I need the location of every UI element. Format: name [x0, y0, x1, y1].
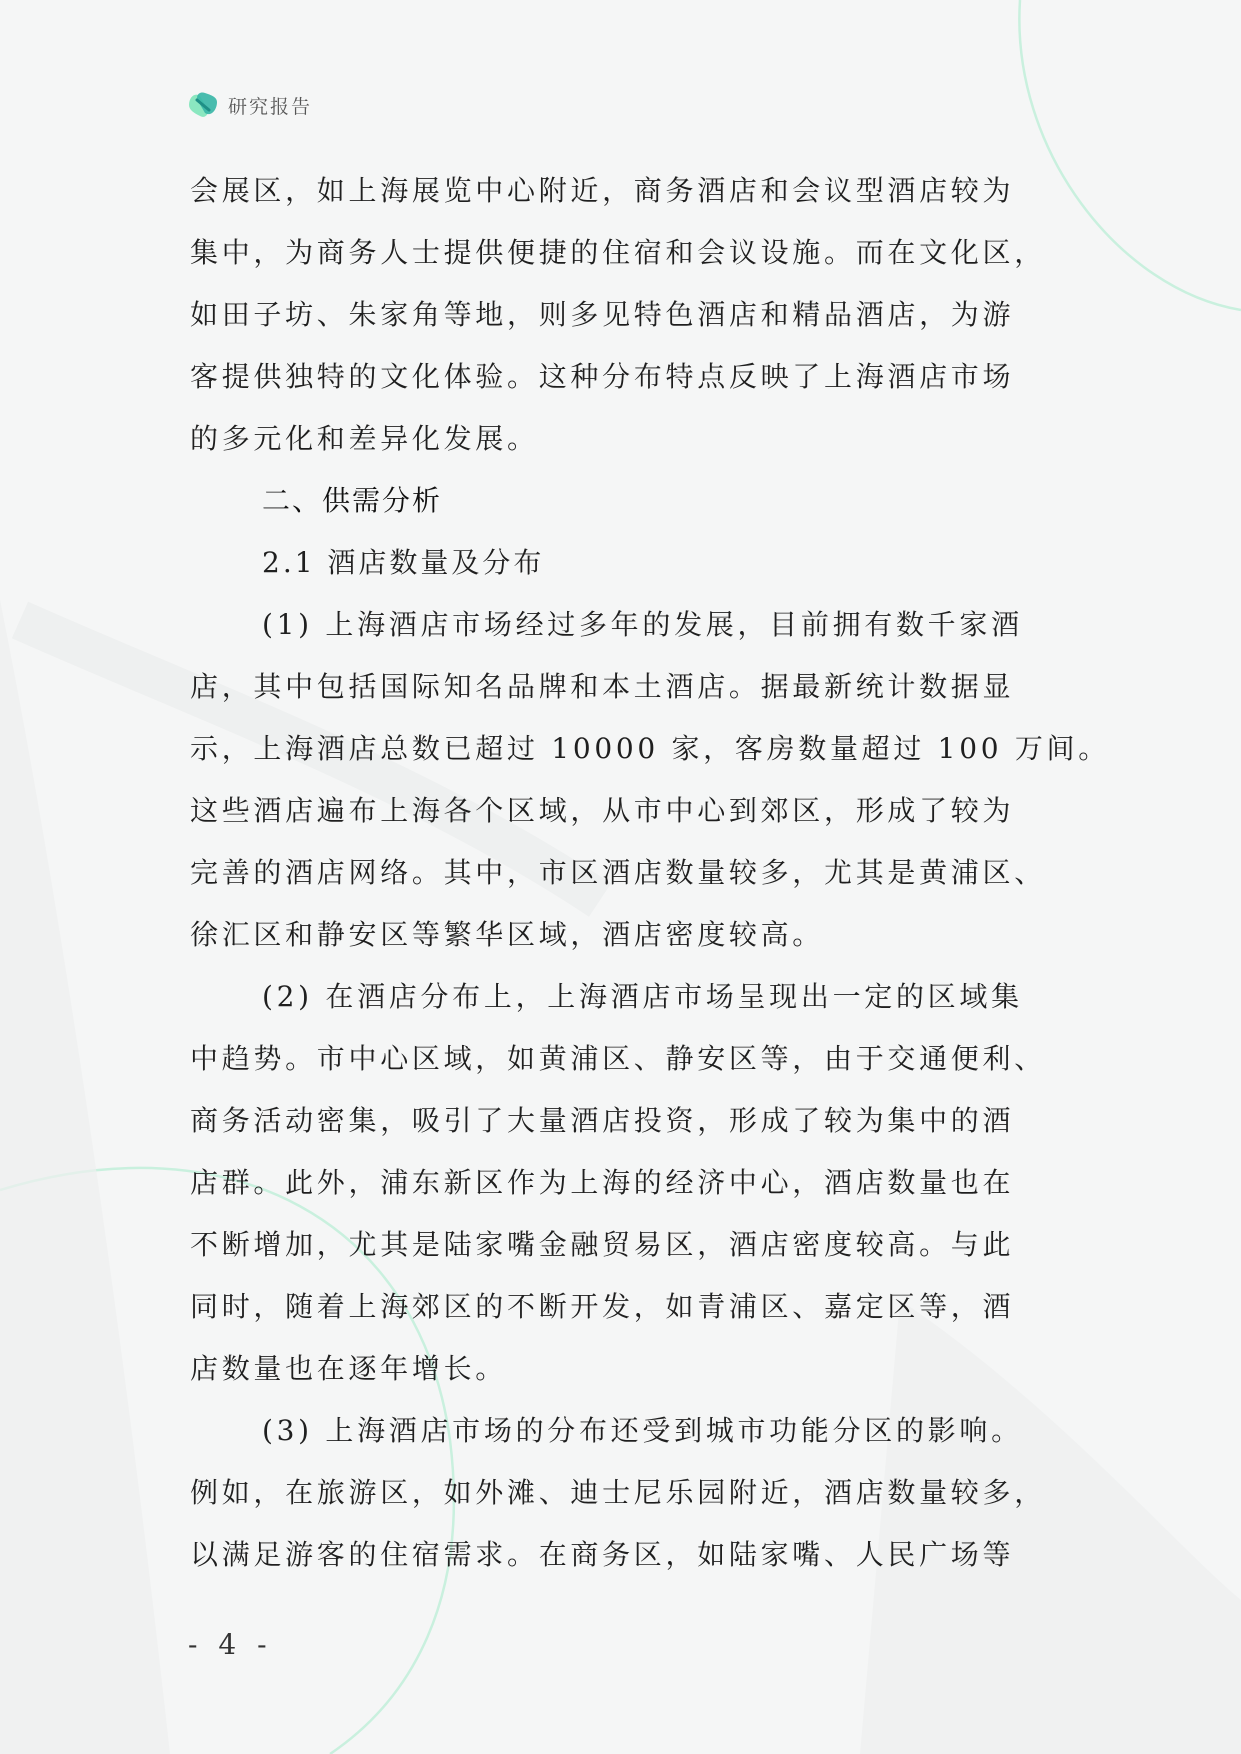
paragraph-line: 店，其中包括国际知名品牌和本土酒店。据最新统计数据显	[190, 670, 1015, 703]
paragraph-line: 完善的酒店网络。其中，市区酒店数量较多，尤其是黄浦区、	[190, 856, 1046, 889]
paragraph-line: 这些酒店遍布上海各个区域，从市中心到郊区，形成了较为	[190, 794, 1015, 827]
page-header	[186, 88, 312, 122]
header-title: 研究报告	[228, 95, 313, 118]
paragraph-line: 店数量也在逐年增长。	[190, 1352, 508, 1385]
paragraph-line: 商务活动密集，吸引了大量酒店投资，形成了较为集中的酒	[190, 1104, 1015, 1137]
body-line: 的多元化和差异化发展。	[190, 422, 539, 455]
body-line: 如田子坊、朱家角等地，则多见特色酒店和精品酒店，为游	[190, 298, 1015, 331]
paragraph-line: (2) 在酒店分布上，上海酒店市场呈现出一定的区域集	[262, 980, 1023, 1013]
body-line: 客提供独特的文化体验。这种分布特点反映了上海酒店市场	[190, 360, 1015, 393]
page-number: - 4 -	[188, 1628, 273, 1661]
paragraph-line: (3) 上海酒店市场的分布还受到城市功能分区的影响。	[262, 1414, 1023, 1447]
subsection-heading: 2.1 酒店数量及分布	[262, 546, 545, 579]
body-line: 会展区，如上海展览中心附近，商务酒店和会议型酒店较为	[190, 174, 1015, 207]
paragraph-line: 中趋势。市中心区域，如黄浦区、静安区等，由于交通便利、	[190, 1042, 1046, 1075]
paragraph-line: (1) 上海酒店市场经过多年的发展，目前拥有数千家酒	[262, 608, 1023, 641]
paragraph-line: 不断增加，尤其是陆家嘴金融贸易区，酒店密度较高。与此	[190, 1228, 1015, 1261]
paragraph-line: 店群。此外，浦东新区作为上海的经济中心，酒店数量也在	[190, 1166, 1015, 1199]
paragraph-line: 示，上海酒店总数已超过 10000 家，客房数量超过 100 万间。	[190, 732, 1110, 765]
body-line: 集中，为商务人士提供便捷的住宿和会议设施。而在文化区，	[190, 236, 1046, 269]
paragraph-line: 同时，随着上海郊区的不断开发，如青浦区、嘉定区等，酒	[190, 1290, 1015, 1323]
document-body	[190, 160, 1110, 1586]
brand-logo-icon	[186, 88, 220, 122]
section-heading: 二、供需分析	[262, 484, 443, 517]
paragraph-line: 徐汇区和静安区等繁华区域，酒店密度较高。	[190, 918, 825, 951]
paragraph-line: 例如，在旅游区，如外滩、迪士尼乐园附近，酒店数量较多，	[190, 1476, 1046, 1509]
paragraph-line: 以满足游客的住宿需求。在商务区，如陆家嘴、人民广场等	[190, 1538, 1015, 1571]
